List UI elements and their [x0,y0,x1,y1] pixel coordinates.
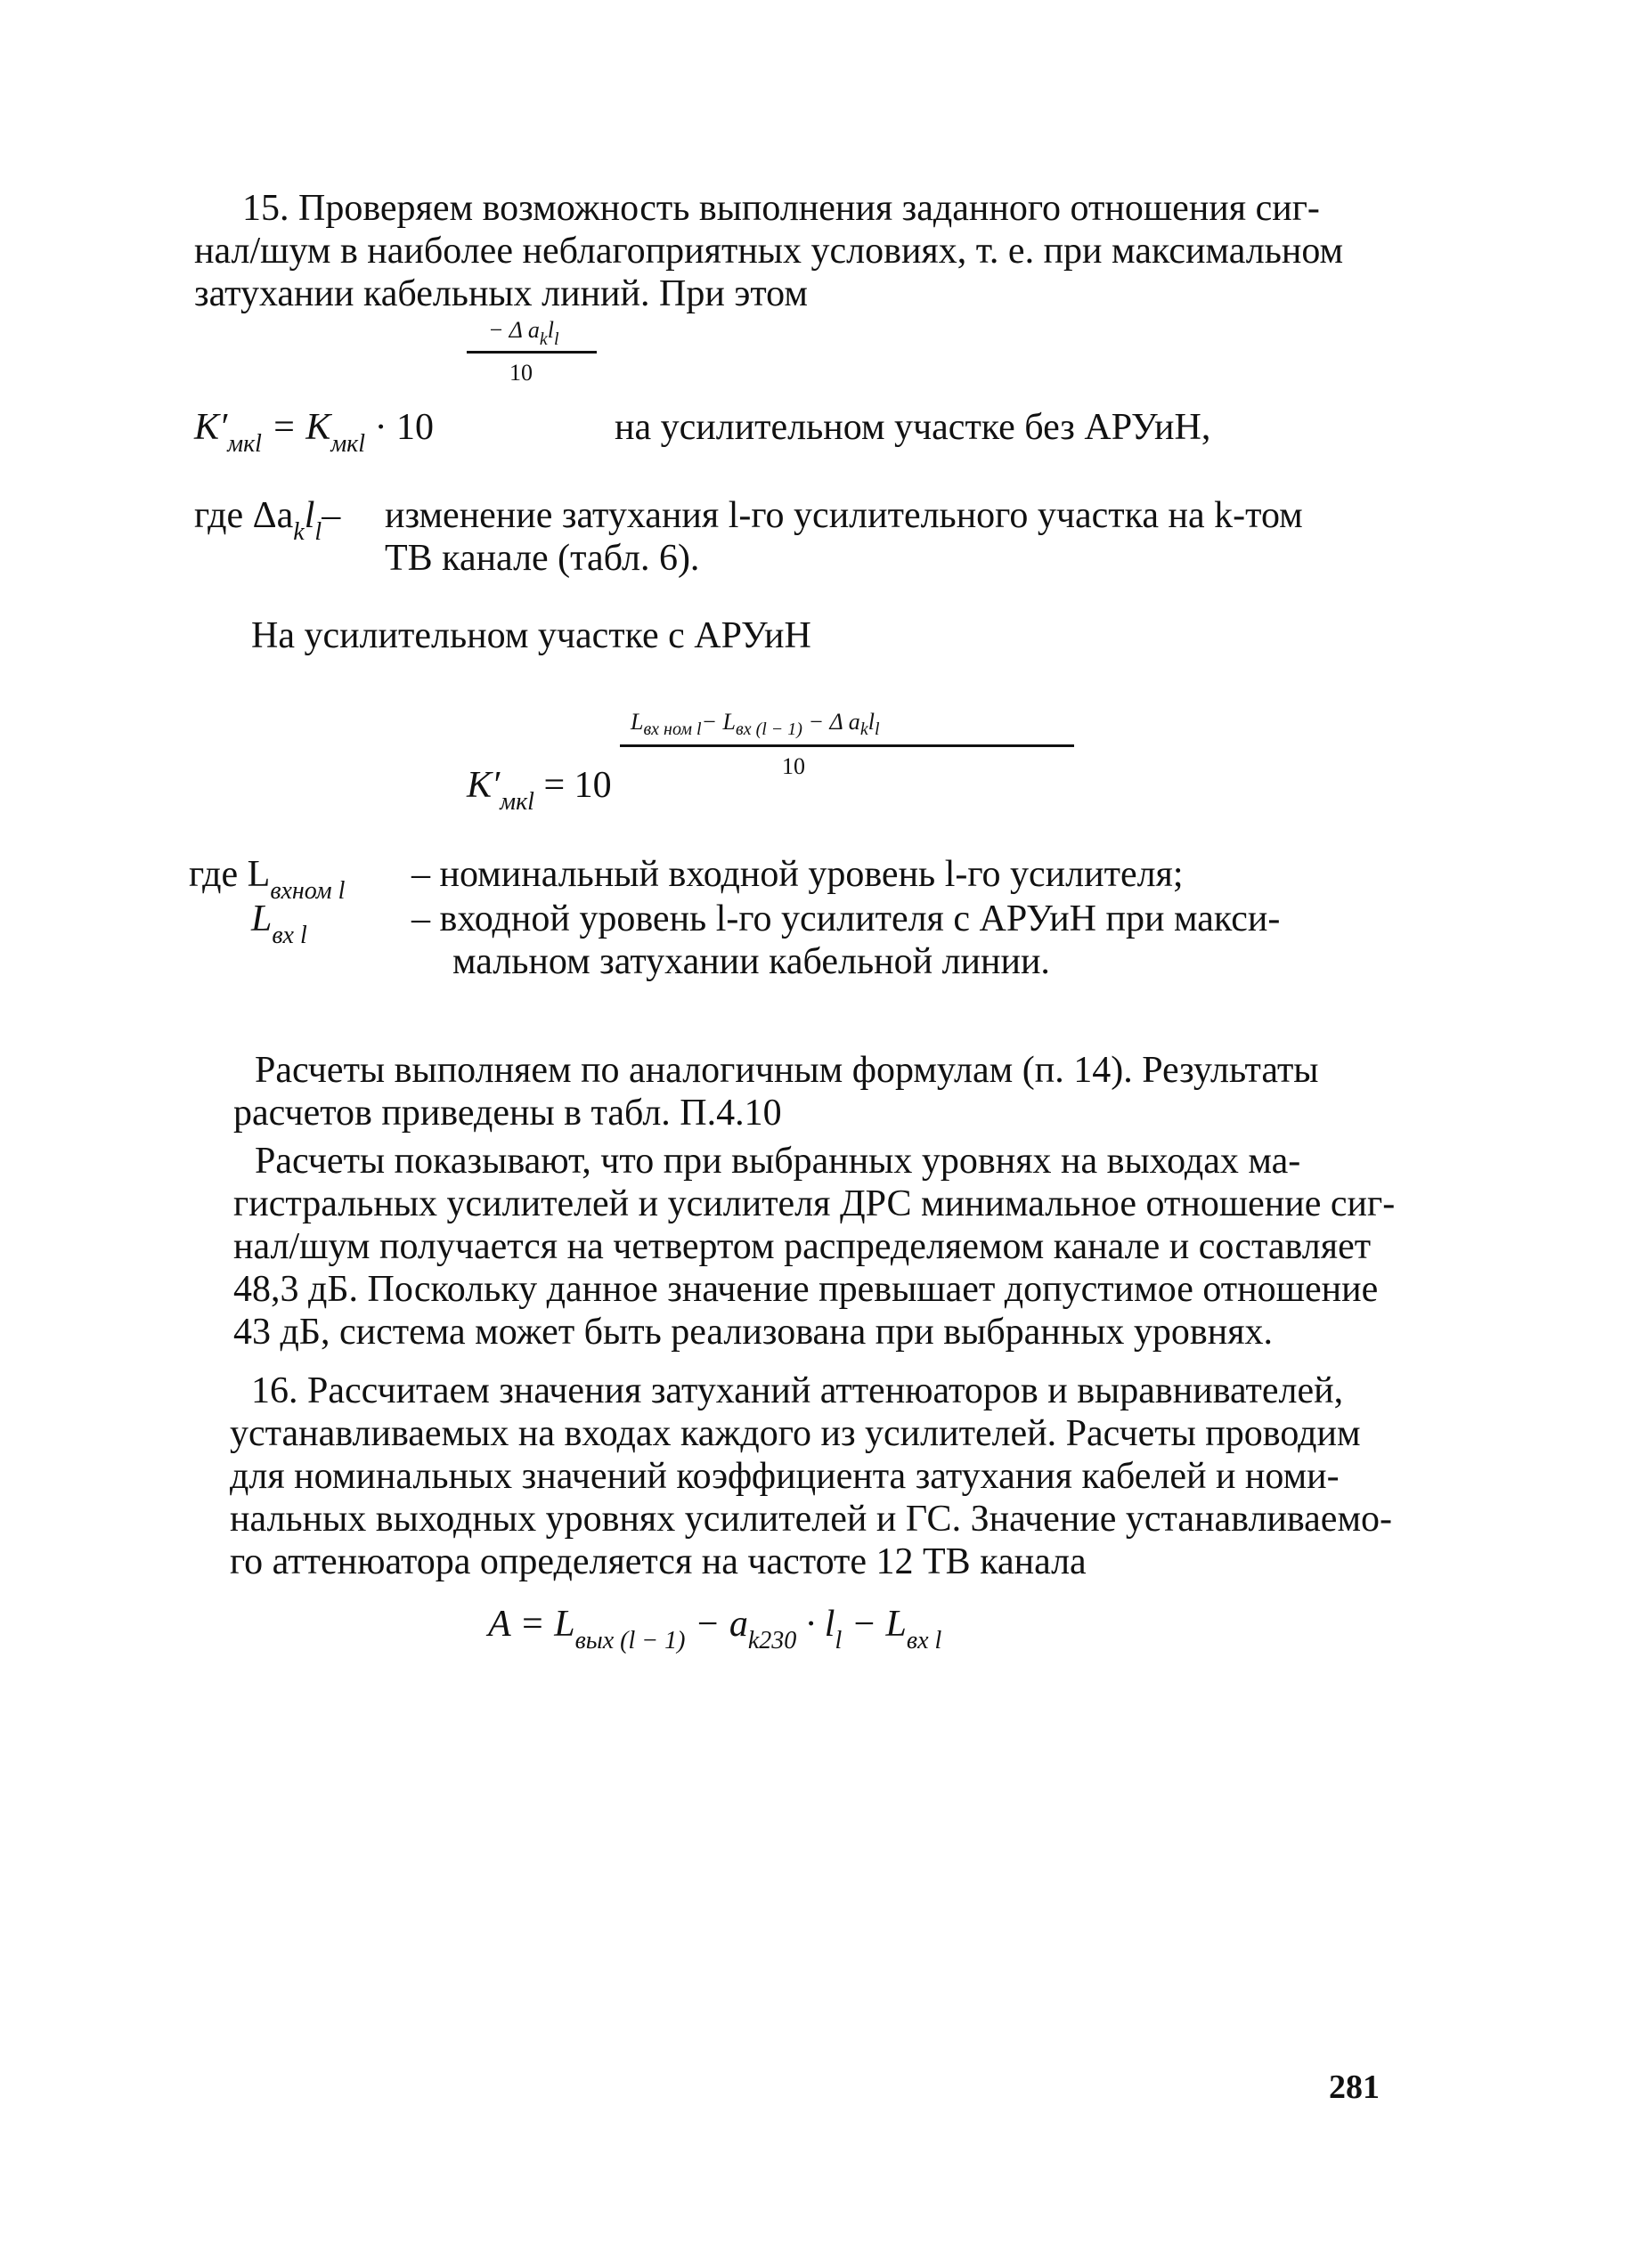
text-line: нал/шум получается на четвертом распределяемом канале и составляет [233,1226,1372,1267]
formula-2-exponent-bar [620,744,1074,747]
numerator-text: − Δ a [488,317,540,343]
formula-3 [488,1603,942,1654]
formula-2-exponent-numerator [631,709,880,739]
n2: − L [701,709,737,735]
formula-2-lhs: K′ [467,765,501,806]
where-1-label-sub: k [293,518,305,546]
formula-1-caption: на усилительном участке без АРУиН, [615,407,1211,448]
where-1-label-text: где Δa [194,495,294,536]
numerator-sub: k [539,329,548,349]
text-line: гистральных усилителей и усилителя ДРС минимальное отношение сиг- [233,1183,1396,1224]
where-2-label-1-sub: вхном l [270,877,346,905]
f3-d-sub: вх l [906,1627,942,1654]
f3-c-sub: l [835,1627,843,1654]
text-line: 43 дБ, система может быть реализована при выбранных уровнях. [233,1312,1274,1353]
f3-d: − L [842,1604,907,1645]
text-line: ТВ канале (табл. 6). [385,538,700,579]
n2-sub: вх (l − 1) [736,719,802,739]
where-1-definition [385,494,1373,580]
n1-sub: вх ном l [643,719,702,739]
formula-1-exponent-numerator [488,317,559,349]
f3-b-sub: k230 [747,1627,797,1654]
formula-1-rhs-sub: мкl [330,430,366,458]
formula-2-exponent-denominator: 10 [782,753,805,779]
calc-paragraph-1 [233,1049,1382,1134]
f3-b: − a [685,1604,748,1645]
section-15-paragraph [194,187,1370,315]
where-2-text-2 [411,898,1382,983]
n3-sub: k [859,719,868,739]
text-line: 15. Проверяем возможность выполнения заданного отношения сиг- [242,188,1320,229]
formula-1-body [194,406,435,458]
text-line: мальном затухании кабельной линии. [452,941,1050,982]
n1: L [631,709,644,735]
formula-1-exponent-bar [467,351,597,354]
text-line: затухании кабельных линий. При этом [194,273,808,314]
n4-sub: l [874,719,880,739]
formula-2-lhs-sub: мкl [500,788,534,816]
text-line: устанавливаемых на входах каждого из усилителей. Расчеты проводим [230,1413,1361,1454]
f3-c: · l [796,1604,835,1645]
text-line: нал/шум в наиболее неблагоприятных условиях, т. е. при максимальном [194,231,1344,272]
f3-a-sub: вых (l − 1) [574,1627,686,1654]
where-1-label-tail: l [304,495,315,536]
text-line: Расчеты показывают, что при выбранных уровнях на выходах ма- [255,1141,1301,1182]
text-line: го аттенюатора определяется на частоте 12 ТВ канала [230,1541,1087,1582]
where-2-label-1 [189,853,346,905]
numerator-tail: l [547,317,554,343]
formula-2-body [467,764,612,816]
text-line: Расчеты выполняем по аналогичным формулам (п. 14). Результаты [255,1050,1319,1091]
where-2-label-2-sub: вх l [272,922,307,949]
calc-paragraph-2 [233,1140,1396,1353]
numerator-tail-sub: l [554,329,559,349]
n3: − Δ a [802,709,860,735]
text-line: расчетов приведены в табл. П.4.10 [233,1093,782,1134]
where-1-label [194,494,341,546]
text-line: – входной уровень l-го усилителя с АРУиН при макси- [411,898,1281,939]
aru-intro: На усилительном участке с АРУиН [251,615,811,656]
page-number: 281 [1329,2069,1380,2106]
n4: l [867,709,875,735]
text-line: изменение затухания l-го усилительного участка на k-том [385,495,1303,536]
formula-1-exponent-denominator: 10 [509,360,533,386]
where-2-label-1-text: где L [189,854,271,895]
where-2-label-2 [251,898,307,949]
f3-a: A = L [488,1604,575,1645]
text-line: 16. Рассчитаем значения затуханий аттенюаторов и выравнивателей, [251,1370,1344,1411]
where-2-label-2-text: L [251,898,273,939]
text-line: 48,3 дБ. Поскольку данное значение превышает допустимое отношение [233,1269,1379,1310]
formula-2-eq: = 10 [533,765,612,806]
text-line: для номинальных значений коэффициента затухания кабелей и номи- [230,1456,1340,1497]
where-1-label-tail-sub: l [314,518,322,546]
formula-1-eq: = K [261,407,331,448]
formula-1-lhs: K′ [194,407,228,448]
where-1-dash: – [322,495,341,536]
formula-1-mult: · 10 [365,407,435,448]
section-16-paragraph [230,1370,1393,1583]
where-2-text-1: – номинальный входной уровень l-го усилителя; [411,854,1184,895]
formula-1-lhs-sub: мкl [227,430,262,458]
text-line: нальных выходных уровнях усилителей и ГС. Значение устанавливаемо- [230,1499,1393,1540]
